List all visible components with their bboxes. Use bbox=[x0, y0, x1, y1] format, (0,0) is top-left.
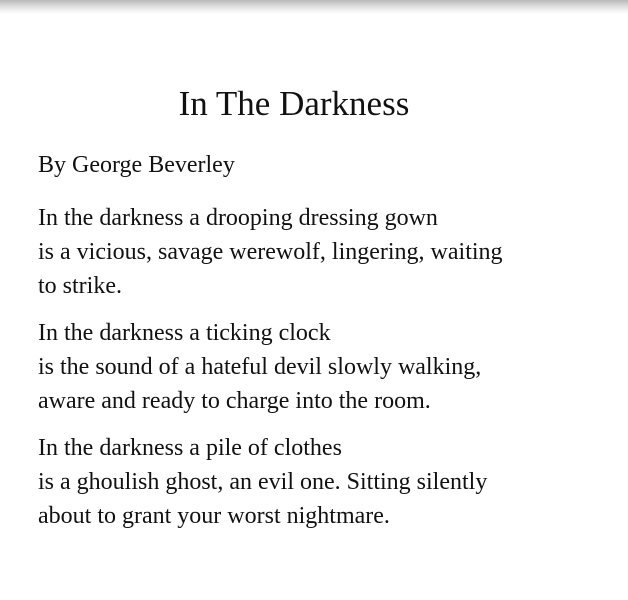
stanza-line: In the darkness a pile of clothes bbox=[38, 435, 342, 461]
stanza-line: In the darkness a drooping dressing gown bbox=[38, 205, 438, 231]
stanza-1 bbox=[38, 201, 503, 303]
poem-byline: By George Beverley bbox=[38, 152, 235, 178]
stanza-line: is a vicious, savage werewolf, lingering, waiting bbox=[38, 239, 503, 265]
stanza-3 bbox=[38, 431, 487, 533]
stanza-line: is a ghoulish ghost, an evil one. Sitting silently bbox=[38, 469, 488, 495]
top-edge-shadow bbox=[0, 0, 628, 14]
stanza-line: about to grant your worst nightmare. bbox=[38, 503, 390, 529]
poem-title: In The Darkness bbox=[178, 84, 410, 123]
stanza-line: In the darkness a ticking clock bbox=[38, 320, 331, 346]
stanza-line: is the sound of a hateful devil slowly walking, bbox=[38, 354, 482, 380]
stanza-2 bbox=[38, 316, 481, 418]
stanza-line: aware and ready to charge into the room. bbox=[38, 388, 431, 414]
stanza-line: to strike. bbox=[38, 273, 122, 299]
